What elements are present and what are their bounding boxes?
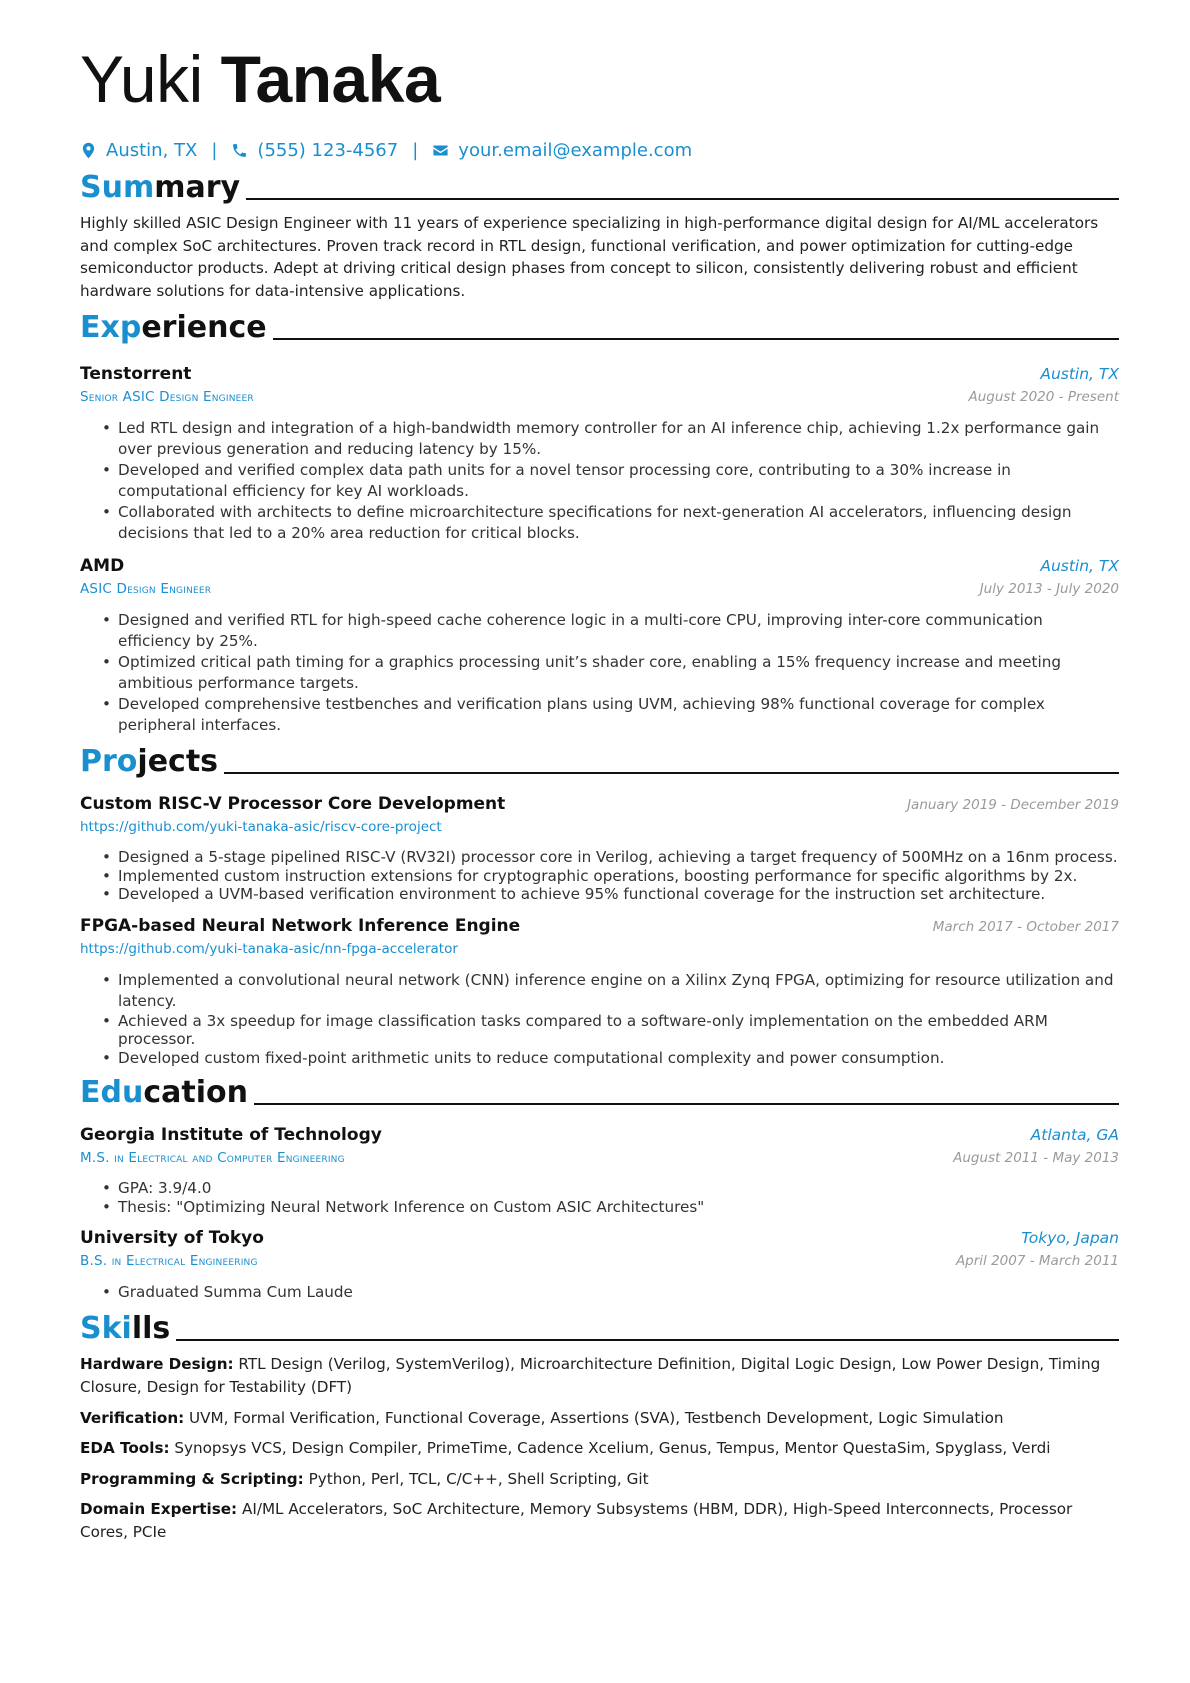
skill-label: Verification: (80, 1408, 185, 1427)
last-name: Tanaka (220, 42, 441, 116)
list-item: • Developed and verified complex data path units for a novel tensor processing core, contributing to a 30% increase in computational efficiency for key AI workloads. (80, 460, 1119, 502)
list-item: • Implemented a convolutional neural network (CNN) inference engine on a Xilinx Zynq FPGA, optimizing for resource utilization and latency. (80, 970, 1119, 1012)
section-rule (273, 338, 1119, 340)
company-name: AMD (80, 556, 125, 577)
list-item: • Graduated Summa Cum Laude (80, 1282, 1119, 1303)
section-rule (254, 1103, 1119, 1105)
location-text: Austin, TX (106, 139, 198, 161)
list-item: • Developed custom fixed-point arithmetic units to reduce computational complexity and power consumption. (80, 1049, 1119, 1068)
skill-label: EDA Tools: (80, 1439, 170, 1458)
contact-email[interactable] (432, 140, 692, 161)
school-name: Georgia Institute of Technology (80, 1125, 382, 1146)
map-pin-icon (80, 142, 97, 159)
skill-value: UVM, Formal Verification, Functional Coverage, Assertions (SVA), Testbench Development, Logic Simulation (189, 1408, 1004, 1427)
list-item: • Implemented custom instruction extensions for cryptographic operations, boosting performance for specific algorithms by 2x. (80, 867, 1119, 886)
skill-label: Hardware Design: (80, 1355, 234, 1374)
summary-section-header (80, 168, 1119, 208)
bullet-list (80, 970, 1119, 1068)
job-dates: August 2020 - Present (968, 389, 1119, 406)
skill-value: AI/ML Accelerators, SoC Architecture, Memory Subsystems (HBM, DDR), High-Speed Interconnects, Processor Cores, PCIe (80, 1500, 1073, 1541)
list-item: • Optimized critical path timing for a graphics processing unit’s shader core, enabling a 15% frequency increase and meeting ambitious performance targets. (80, 652, 1119, 694)
section-title: Education (80, 1075, 248, 1111)
degree: B.S. in Electrical Engineering (80, 1253, 258, 1270)
job-title: Senior ASIC Design Engineer (80, 389, 254, 406)
skill-label: Domain Expertise: (80, 1500, 238, 1519)
project-dates: March 2017 - October 2017 (932, 918, 1119, 935)
skill-value: RTL Design (Verilog, SystemVerilog), Microarchitecture Definition, Digital Logic Design, Low Power Design, Timing Closure, Design for Testability (DFT) (80, 1355, 1101, 1396)
contact-separator: | (211, 139, 218, 161)
projects-section-header (80, 742, 1119, 782)
job-dates: July 2013 - July 2020 (979, 581, 1119, 598)
job-title: ASIC Design Engineer (80, 581, 212, 598)
education-dates: August 2011 - May 2013 (953, 1150, 1119, 1167)
first-name: Yuki (80, 42, 203, 116)
degree: M.S. in Electrical and Computer Engineering (80, 1150, 345, 1167)
envelope-icon (432, 142, 449, 159)
list-item: • Designed and verified RTL for high-speed cache coherence logic in a multi-core CPU, improving inter-core communication efficiency by 25%. (80, 610, 1119, 652)
school-location: Tokyo, Japan (1021, 1229, 1119, 1248)
list-item: • Collaborated with architects to define microarchitecture specifications for next-generation AI accelerators, influencing design decisions that led to a 20% area reduction for critical blocks. (80, 502, 1119, 544)
skill-row (80, 1437, 1119, 1460)
list-item: • Developed comprehensive testbenches and verification plans using UVM, achieving 98% functional coverage for complex peripheral interfaces. (80, 694, 1119, 736)
education-dates: April 2007 - March 2011 (955, 1253, 1119, 1270)
list-item: • Achieved a 3x speedup for image classification tasks compared to a software-only implementation on the embedded ARM processor. (80, 1012, 1119, 1049)
section-rule (224, 772, 1119, 774)
job-location: Austin, TX (1040, 365, 1119, 384)
education-section-header (80, 1073, 1119, 1113)
section-title: Experience (80, 310, 267, 346)
bullet-list (80, 1179, 1119, 1216)
project-link[interactable]: https://github.com/yuki-tanaka-asic/riscv-core-project (80, 819, 442, 836)
project-entry (80, 914, 1119, 1068)
project-link[interactable]: https://github.com/yuki-tanaka-asic/nn-fpga-accelerator (80, 940, 458, 957)
contact-separator: | (412, 139, 419, 161)
list-item: • Designed a 5-stage pipelined RISC-V (RV32I) processor core in Verilog, achieving a target frequency of 500MHz on a 16nm process. (80, 848, 1119, 867)
skill-label: Programming & Scripting: (80, 1469, 304, 1488)
project-name: Custom RISC-V Processor Core Development (80, 794, 506, 815)
section-title: Skills (80, 1311, 171, 1347)
phone-text: (555) 123-4567 (257, 139, 399, 161)
list-item: • GPA: 3.9/4.0 (80, 1179, 1119, 1198)
school-location: Atlanta, GA (1030, 1126, 1119, 1145)
section-rule (176, 1339, 1119, 1341)
school-name: University of Tokyo (80, 1228, 264, 1249)
skill-row (80, 1353, 1119, 1398)
list-item: • Led RTL design and integration of a high-bandwidth memory controller for an AI inference chip, achieving 1.2x performance gain over previous generation and reducing latency by 15%. (80, 418, 1119, 460)
section-rule (246, 198, 1119, 200)
job-location: Austin, TX (1040, 557, 1119, 576)
phone-icon (231, 142, 248, 159)
experience-entry (80, 554, 1119, 736)
skill-value: Synopsys VCS, Design Compiler, PrimeTime, Cadence Xcelium, Genus, Tempus, Mentor QuestaSim, Spyglass, Verdi (174, 1439, 1051, 1458)
bullet-list (80, 848, 1119, 904)
list-item: • Thesis: "Optimizing Neural Network Inference on Custom ASIC Architectures" (80, 1198, 1119, 1217)
candidate-name (80, 38, 1119, 120)
contact-phone[interactable] (231, 140, 398, 161)
contact-bar (80, 136, 1119, 164)
project-entry (80, 792, 1119, 904)
company-name: Tenstorrent (80, 364, 192, 385)
contact-location (80, 140, 197, 161)
section-title: Summary (80, 170, 241, 205)
email-text: your.email@example.com (458, 139, 693, 161)
skills-section-header (80, 1309, 1119, 1349)
project-name: FPGA-based Neural Network Inference Engine (80, 915, 521, 936)
section-title: Projects (80, 744, 219, 780)
bullet-list (80, 1282, 1119, 1303)
project-dates: January 2019 - December 2019 (907, 797, 1119, 814)
bullet-list (80, 610, 1119, 736)
education-entry (80, 1226, 1119, 1303)
experience-entry (80, 362, 1119, 544)
list-item: • Developed a UVM-based verification environment to achieve 95% functional coverage for the instruction set architecture. (80, 885, 1119, 904)
experience-section-header (80, 308, 1119, 348)
skill-value: Python, Perl, TCL, C/C++, Shell Scripting, Git (308, 1469, 649, 1488)
education-entry (80, 1123, 1119, 1216)
bullet-list (80, 418, 1119, 544)
skill-row (80, 1498, 1119, 1543)
skill-row (80, 1468, 1119, 1491)
summary-text: Highly skilled ASIC Design Engineer with 11 years of experience specializing in high-performance digital design for AI/ML accelerators and complex SoC architectures. Proven track record in RTL design, functional verification, and power optimization for cutting-edge semiconductor products. Adept at driving critical design phases from concept to silicon, consistently delivering robust and efficient hardware solutions for data-intensive applications. (80, 214, 1099, 300)
resume-page (80, 38, 1119, 1544)
skill-row (80, 1407, 1119, 1430)
